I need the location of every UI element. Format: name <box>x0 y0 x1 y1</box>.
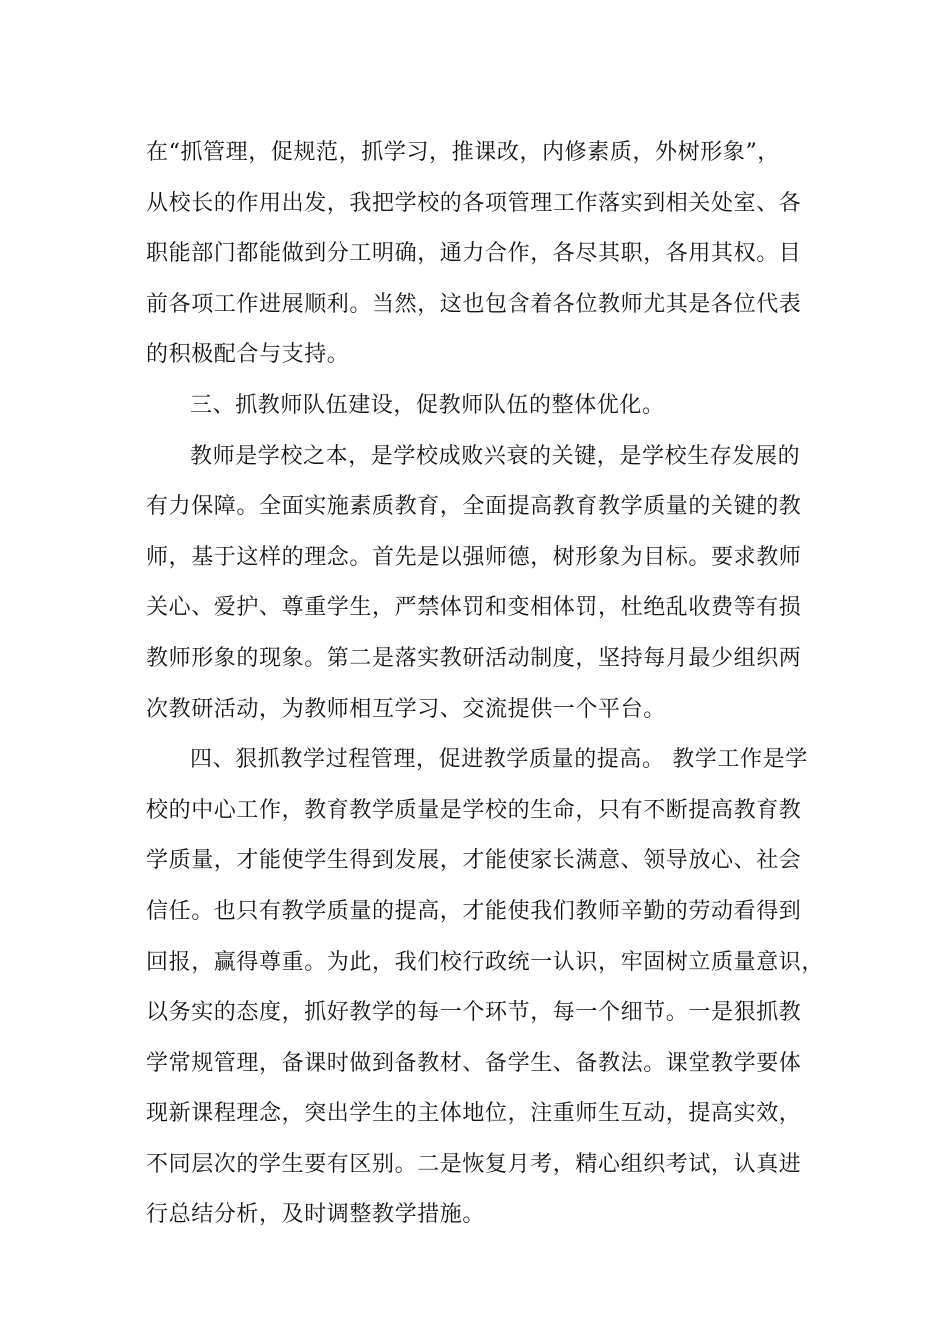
text-line: 行总结分析，及时调整教学措施。 <box>146 1202 486 1228</box>
text-line: 关心、爱护、尊重学生，严禁体罚和变相体罚，杜绝乱收费等有损 <box>146 595 802 621</box>
text-line: 以务实的态度，抓好教学的每一个环节，每一个细节。一是狠抓教 <box>146 1000 802 1026</box>
text-line: 回报，赢得尊重。为此，我们校行政统一认识，牢固树立质量意识， <box>146 949 825 975</box>
text-line: 学常规管理，备课时做到备教材、备学生、备教法。课堂教学要体 <box>146 1050 802 1076</box>
text-line: 不同层次的学生要有区别。二是恢复月考，精心组织考试，认真进 <box>146 1151 802 1177</box>
text-line: 在“抓管理，促规范，抓学习，推课改，内修素质，外树形象”， <box>146 140 780 165</box>
text-line: 的积极配合与支持。 <box>146 342 350 368</box>
text-line: 有力保障。全面实施素质教育，全面提高教育教学质量的关键的教 <box>146 494 802 520</box>
document-body <box>146 128 825 1241</box>
text-line: 三、抓教师队伍建设，促教师队伍的整体优化。 <box>190 392 665 418</box>
text-line: 四、狠抓教学过程管理，促进教学质量的提高。 教学工作是学 <box>190 747 808 773</box>
text-line: 校的中心工作，教育教学质量是学校的生命，只有不断提高教育教 <box>146 797 802 823</box>
text-line: 次教研活动，为教师相互学习、交流提供一个平台。 <box>146 696 666 722</box>
text-line: 信任。也只有教学质量的提高，才能使我们教师辛勤的劳动看得到 <box>146 898 802 924</box>
text-line: 现新课程理念，突出学生的主体地位，注重师生互动，提高实效， <box>146 1101 802 1127</box>
text-line: 教师是学校之本，是学校成败兴衰的关键，是学校生存发展的 <box>190 443 801 469</box>
text-line: 师，基于这样的理念。首先是以强师德，树形象为目标。要求教师 <box>146 544 802 570</box>
text-line: 前各项工作进展顺利。当然，这也包含着各位教师尤其是各位代表 <box>146 291 802 317</box>
text-line: 职能部门都能做到分工明确，通力合作，各尽其职，各用其权。目 <box>146 241 802 267</box>
text-line: 学质量，才能使学生得到发展，才能使家长满意、领导放心、社会 <box>146 848 802 874</box>
text-line: 从校长的作用出发，我把学校的各项管理工作落实到相关处室、各 <box>146 190 802 216</box>
text-line: 教师形象的现象。第二是落实教研活动制度，坚持每月最少组织两 <box>146 645 802 671</box>
